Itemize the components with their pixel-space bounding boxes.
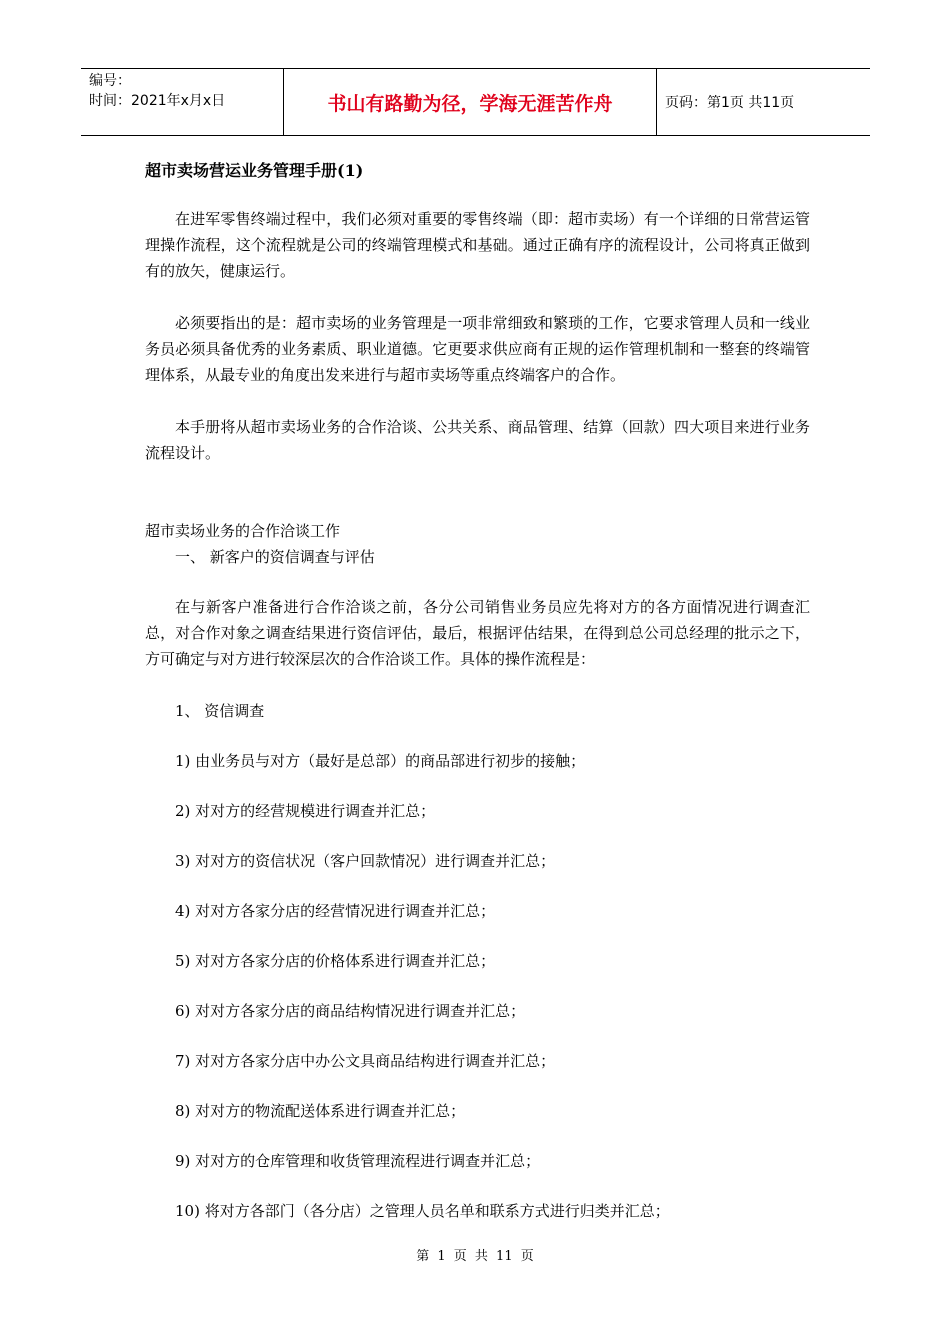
header-date-label: 时间：2021年x月x日 (89, 93, 226, 109)
step-heading: 1、 资信调查 (175, 702, 265, 720)
intro-paragraph-3: 本手册将从超市卖场业务的合作洽谈、公共关系、商品管理、结算（回款）四大项目来进行业务流程设计。 (145, 418, 810, 462)
list-item: 5) 对对方各家分店的价格体系进行调查并汇总； (175, 952, 496, 970)
page-header (81, 68, 870, 136)
subsection-heading: 一、 新客户的资信调查与评估 (175, 548, 375, 566)
header-motto: 书山有路勤为径，学海无涯苦作舟 (283, 69, 657, 135)
list-item: 3) 对对方的资信状况（客户回款情况）进行调查并汇总； (175, 852, 556, 870)
document-title: 超市卖场营运业务管理手册(1) (145, 161, 364, 180)
header-meta (81, 69, 283, 135)
section-heading: 超市卖场业务的合作洽谈工作 (145, 522, 341, 540)
list-item: 1) 由业务员与对方（最好是总部）的商品部进行初步的接触； (175, 752, 586, 770)
list-item: 4) 对对方各家分店的经营情况进行调查并汇总； (175, 902, 496, 920)
list-item: 8) 对对方的物流配送体系进行调查并汇总； (175, 1102, 466, 1120)
intro-paragraph-2: 必须要指出的是：超市卖场的业务管理是一项非常细致和繁琐的工作，它要求管理人员和一线业务员必须具备优秀的业务素质、职业道德。它更要求供应商有正规的运作管理机制和一整套的终端管理体系，从最专业的角度出发来进行与超市卖场等重点终端客户的合作。 (145, 314, 810, 384)
list-item: 6) 对对方各家分店的商品结构情况进行调查并汇总； (175, 1002, 526, 1020)
page-footer: 第 1 页 共 11 页 (416, 1249, 534, 1264)
list-item: 9) 对对方的仓库管理和收货管理流程进行调查并汇总； (175, 1152, 541, 1170)
subsection-paragraph: 在与新客户准备进行合作洽谈之前，各分公司销售业务员应先将对方的各方面情况进行调查汇总，对合作对象之调查结果进行资信评估，最后，根据评估结果，在得到总公司总经理的批示之下，方可确定与对方进行较深层次的合作洽谈工作。具体的操作流程是： (145, 598, 810, 668)
document-body (145, 158, 810, 1248)
list-item: 7) 对对方各家分店中办公文具商品结构进行调查并汇总； (175, 1052, 556, 1070)
header-page-info: 页码：第1页 共11页 (665, 95, 795, 111)
list-item: 2) 对对方的经营规模进行调查并汇总； (175, 802, 436, 820)
header-number-label: 编号： (89, 73, 131, 89)
list-item: 10) 将对方各部门（各分店）之管理人员名单和联系方式进行归类并汇总； (175, 1202, 670, 1220)
intro-paragraph-1: 在进军零售终端过程中，我们必须对重要的零售终端（即：超市卖场）有一个详细的日常营运管理操作流程，这个流程就是公司的终端管理模式和基础。通过正确有序的流程设计，公司将真正做到有的放矢，健康运行。 (145, 210, 810, 280)
